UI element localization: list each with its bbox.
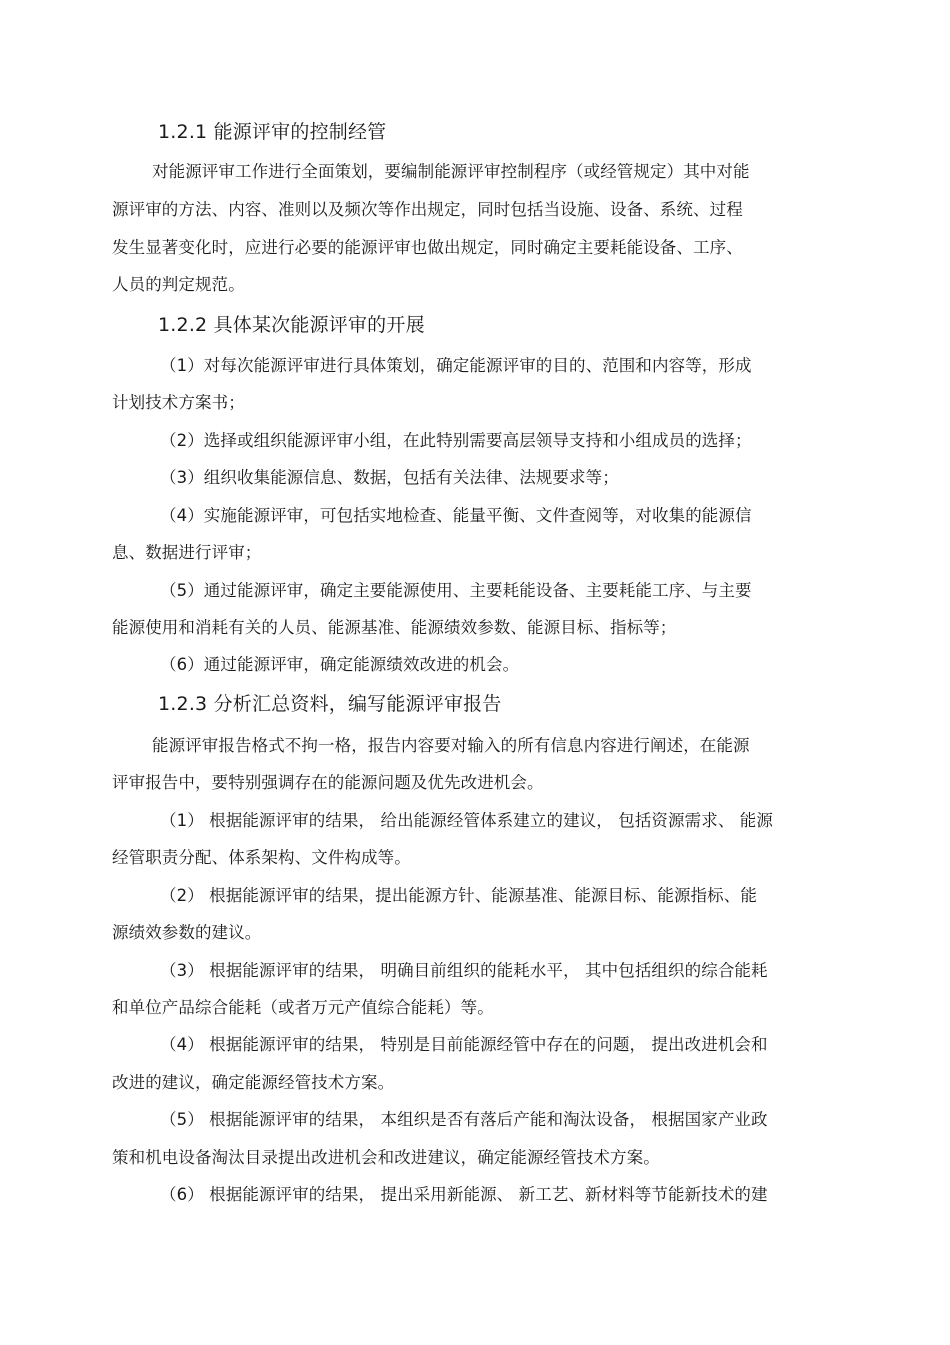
paragraph-line: 评审报告中，要特别强调存在的能源问题及优先改进机会。 — [112, 773, 544, 792]
paragraph-line: 人员的判定规范。 — [112, 275, 245, 294]
list-item-line: 策和机电设备淘汰目录提出改进机会和改进建议，确定能源经管技术方案。 — [112, 1148, 660, 1167]
list-item-line: 和单位产品综合能耗（或者万元产值综合能耗）等。 — [112, 998, 494, 1017]
list-item-line: 能源使用和消耗有关的人员、能源基准、能源绩效参数、能源目标、指标等； — [112, 618, 677, 637]
section-heading-1-2-1: 1.2.1 能源评审的控制经管 — [158, 121, 387, 143]
list-item-line: 源绩效参数的建议。 — [112, 923, 262, 942]
list-item-line: （6）通过能源评审，确定能源绩效改进的机会。 — [160, 655, 520, 674]
paragraph-line: 对能源评审工作进行全面策划，要编制能源评审控制程序（或经管规定）其中对能 — [152, 162, 750, 181]
section-heading-1-2-3: 1.2.3 分析汇总资料，编写能源评审报告 — [158, 693, 502, 715]
list-item-line: （6） 根据能源评审的结果， 提出采用新能源、 新工艺、新材料等节能新技术的建 — [160, 1185, 768, 1204]
paragraph-line: 能源评审报告格式不拘一格，报告内容要对输入的所有信息内容进行阐述，在能源 — [152, 736, 750, 755]
list-item-line: （2）选择或组织能源评审小组，在此特别需要高层领导支持和小组成员的选择； — [160, 431, 752, 450]
list-item-line: 计划技术方案书； — [112, 393, 245, 412]
list-item-line: （3） 根据能源评审的结果， 明确目前组织的能耗水平， 其中包括组织的综合能耗 — [160, 961, 768, 980]
list-item-line: （5） 根据能源评审的结果， 本组织是否有落后产能和淘汰设备， 根据国家产业政 — [160, 1110, 768, 1129]
list-item-line: （4） 根据能源评审的结果， 特别是目前能源经管中存在的问题， 提出改进机会和 — [160, 1035, 768, 1054]
paragraph-line: 发生显著变化时，应进行必要的能源评审也做出规定，同时确定主要耗能设备、工序、 — [112, 238, 743, 257]
list-item-line: 息、数据进行评审； — [112, 543, 262, 562]
list-item-line: （1） 根据能源评审的结果， 给出能源经管体系建立的建议， 包括资源需求、 能源 — [160, 811, 773, 830]
paragraph-line: 源评审的方法、内容、准则以及频次等作出规定，同时包括当设施、设备、系统、过程 — [112, 200, 743, 219]
list-item-line: （4）实施能源评审，可包括实地检查、能量平衡、文件查阅等，对收集的能源信 — [160, 506, 752, 525]
list-item-line: （1）对每次能源评审进行具体策划，确定能源评审的目的、范围和内容等，形成 — [160, 356, 752, 375]
section-heading-1-2-2: 1.2.2 具体某次能源评审的开展 — [158, 314, 425, 336]
list-item-line: （2） 根据能源评审的结果，提出能源方针、能源基准、能源目标、能源指标、能 — [160, 886, 757, 905]
list-item-line: 改进的建议，确定能源经管技术方案。 — [112, 1073, 395, 1092]
list-item-line: （3）组织收集能源信息、数据，包括有关法律、法规要求等； — [160, 468, 619, 487]
list-item-line: 经管职责分配、体系架构、文件构成等。 — [112, 848, 411, 867]
list-item-line: （5）通过能源评审，确定主要能源使用、主要耗能设备、主要耗能工序、与主要 — [160, 581, 752, 600]
